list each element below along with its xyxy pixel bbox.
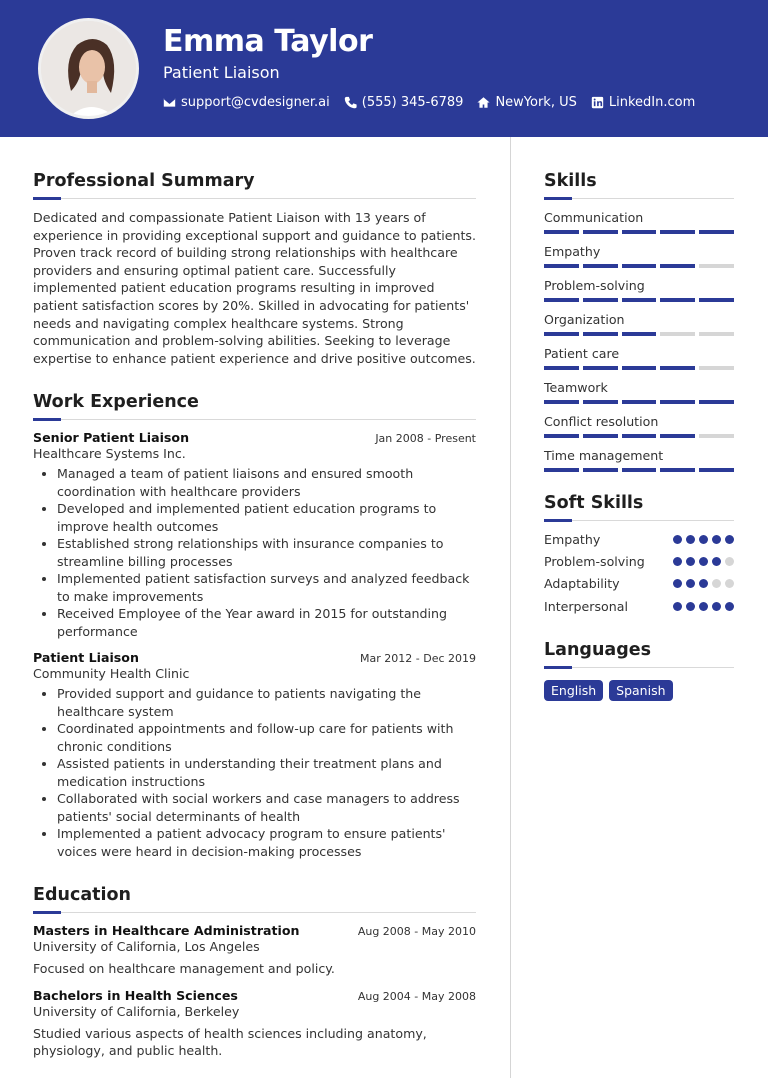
soft-skill-rating [673, 602, 734, 611]
job-bullets [33, 465, 476, 640]
job-entry [33, 430, 476, 640]
job-bullets [33, 685, 476, 860]
rating-dot [699, 535, 708, 544]
education-dates: Aug 2004 - May 2008 [357, 989, 476, 1003]
skill-level-segment [699, 264, 734, 268]
skill-level-segment [699, 400, 734, 404]
rating-dot [699, 602, 708, 611]
job-dates: Mar 2012 - Dec 2019 [360, 652, 476, 666]
skill-item [544, 447, 734, 472]
rating-dot [686, 535, 695, 544]
rating-dot [673, 602, 682, 611]
skill-level-segment [622, 298, 657, 302]
skill-name: Communication [544, 210, 644, 225]
skill-level-segment [583, 400, 618, 404]
rating-dot [725, 602, 734, 611]
soft-skill-name: Adaptability [544, 576, 620, 592]
skill-level-segment [544, 332, 579, 336]
skill-level-segment [583, 264, 618, 268]
envelope-icon [163, 96, 176, 109]
skill-level-bar [544, 468, 734, 472]
section-rule [544, 667, 734, 668]
soft-skill-rating [673, 557, 734, 566]
skill-level-segment [660, 434, 695, 438]
candidate-title: Patient Liaison [163, 63, 280, 82]
education-entry [33, 988, 476, 1060]
list-item: • Coordinated appointments and follow-up care for patients with chronic conditions [57, 720, 476, 755]
language-tag: Spanish [609, 680, 672, 701]
skill-level-bar [544, 298, 734, 302]
skill-level-segment [699, 434, 734, 438]
skill-level-segment [544, 230, 579, 234]
candidate-name: Emma Taylor [163, 24, 373, 59]
skill-name: Conflict resolution [544, 414, 659, 429]
language-tags [544, 680, 734, 701]
sidebar-column [544, 170, 734, 701]
skills-list [544, 209, 734, 472]
skill-level-segment [660, 332, 695, 336]
rating-dot [699, 557, 708, 566]
rating-dot [725, 535, 734, 544]
rating-dot [725, 557, 734, 566]
summary-heading: Professional Summary [33, 171, 255, 191]
skill-name: Problem-solving [544, 278, 645, 293]
skill-level-segment [544, 366, 579, 370]
section-rule [33, 198, 476, 199]
list-item: • Collaborated with social workers and case managers to address patients' social determinants of health [57, 790, 476, 825]
education-heading: Education [33, 885, 131, 906]
rating-dot [712, 557, 721, 566]
soft-skill-item [544, 528, 734, 550]
skill-level-segment [699, 230, 734, 234]
skill-level-bar [544, 400, 734, 404]
experience-heading: Work Experience [33, 392, 199, 413]
skill-name: Teamwork [544, 380, 608, 395]
contact-bar [163, 95, 695, 110]
rating-dot [673, 557, 682, 566]
rating-dot [673, 535, 682, 544]
rating-dot [686, 602, 695, 611]
job-title: Senior Patient Liaison [33, 430, 190, 446]
soft-skill-item [544, 573, 734, 595]
skill-level-segment [660, 400, 695, 404]
skill-level-segment [544, 434, 579, 438]
language-tag: English [544, 680, 603, 701]
skill-level-segment [622, 264, 657, 268]
skill-level-segment [583, 332, 618, 336]
skill-level-segment [622, 400, 657, 404]
soft-skill-item [544, 550, 734, 572]
soft-skill-item [544, 595, 734, 617]
skill-level-segment [583, 434, 618, 438]
education-entry [33, 923, 476, 978]
education-dates: Aug 2008 - May 2010 [357, 925, 476, 939]
rating-dot [686, 579, 695, 588]
skill-level-segment [660, 230, 695, 234]
skill-level-segment [660, 298, 695, 302]
list-item: • Assisted patients in understanding their treatment plans and medication instructions [57, 755, 476, 790]
job-dates: Jan 2008 - Present [375, 432, 476, 446]
contact-location-text: NewYork, US [495, 95, 577, 110]
education-description: Focused on healthcare management and policy. [33, 961, 335, 977]
section-rule [33, 912, 476, 913]
header-banner [0, 0, 768, 137]
column-divider [510, 137, 511, 1078]
skill-item [544, 243, 734, 268]
summary-text: Dedicated and compassionate Patient Liaison with 13 years of experience in providing exceptional support and guidance to patients. Proven track record of building strong relationships with healthcare providers and ensuring optimal patient care. Successfully implemented patient education programs resulting in improved patient satisfaction scores by 20%. Skilled in advocating for patients' needs and navigating complex healthcare systems. Strong communication and problem-solving abilities. Seeking to leverage expertise to enhance patient experience and drive positive outcomes. [33, 210, 477, 366]
section-rule [544, 520, 734, 521]
home-icon [477, 96, 490, 109]
skill-level-segment [583, 298, 618, 302]
skill-level-segment [622, 366, 657, 370]
skill-level-segment [583, 366, 618, 370]
skill-level-segment [699, 298, 734, 302]
skill-item [544, 379, 734, 404]
skill-level-segment [699, 366, 734, 370]
degree-title: Bachelors in Health Sciences [33, 987, 238, 1003]
languages-heading: Languages [544, 640, 652, 661]
contact-phone-text: (555) 345-6789 [361, 95, 464, 110]
job-title: Patient Liaison [33, 650, 139, 666]
contact-phone[interactable] [344, 95, 464, 110]
rating-dot [712, 579, 721, 588]
soft-skills-heading: Soft Skills [544, 493, 644, 513]
summary-section [33, 170, 476, 367]
skill-level-segment [544, 298, 579, 302]
list-item: • Developed and implemented patient education programs to improve health outcomes [57, 500, 476, 535]
skill-name: Empathy [544, 244, 601, 259]
skill-level-bar [544, 332, 734, 336]
section-rule [544, 198, 734, 199]
soft-skills-list [544, 528, 734, 617]
profile-photo [38, 18, 139, 119]
rating-dot [673, 579, 682, 588]
list-item: • Managed a team of patient liaisons and ensured smooth coordination with healthcare providers [57, 465, 476, 500]
skills-section [544, 170, 734, 472]
soft-skill-name: Problem-solving [544, 553, 645, 569]
skill-level-segment [544, 264, 579, 268]
skill-level-segment [660, 264, 695, 268]
skill-level-segment [622, 332, 657, 336]
school-name: University of California, Los Angeles [33, 939, 260, 955]
main-column [33, 170, 476, 1060]
rating-dot [686, 557, 695, 566]
phone-icon [344, 96, 357, 109]
skill-item [544, 209, 734, 234]
job-company: Community Health Clinic [33, 666, 190, 682]
skill-level-segment [544, 400, 579, 404]
education-description: Studied various aspects of health sciences including anatomy, physiology, and public health. [33, 1025, 427, 1059]
school-name: University of California, Berkeley [33, 1003, 240, 1019]
list-item: • Implemented patient satisfaction surveys and analyzed feedback to make improvements [57, 570, 476, 605]
skill-level-segment [622, 468, 657, 472]
skill-level-segment [699, 332, 734, 336]
skill-name: Patient care [544, 346, 620, 361]
skill-level-segment [622, 434, 657, 438]
skill-level-segment [660, 366, 695, 370]
soft-skill-name: Empathy [544, 531, 601, 547]
skill-item [544, 345, 734, 370]
degree-title: Masters in Healthcare Administration [33, 923, 300, 939]
list-item: • Provided support and guidance to patients navigating the healthcare system [57, 685, 476, 720]
skill-level-bar [544, 230, 734, 234]
section-rule [33, 419, 476, 420]
skill-item [544, 413, 734, 438]
skill-item [544, 277, 734, 302]
job-entry [33, 650, 476, 860]
skill-level-segment [544, 468, 579, 472]
list-item: • Established strong relationships with insurance companies to streamline billing processes [57, 535, 476, 570]
rating-dot [725, 579, 734, 588]
soft-skills-section [544, 492, 734, 617]
job-company: Healthcare Systems Inc. [33, 446, 186, 462]
contact-linkedin-text: LinkedIn.com [608, 95, 696, 110]
education-section [33, 884, 476, 1060]
skill-level-segment [699, 468, 734, 472]
soft-skill-rating [673, 579, 734, 588]
rating-dot [712, 535, 721, 544]
contact-linkedin[interactable] [591, 95, 695, 110]
rating-dot [712, 602, 721, 611]
list-item: • Implemented a patient advocacy program to ensure patients' voices were heard in decision-making processes [57, 825, 476, 860]
skill-level-bar [544, 264, 734, 268]
soft-skill-name: Interpersonal [544, 598, 628, 614]
experience-section [33, 391, 476, 860]
list-item: • Received Employee of the Year award in 2015 for outstanding performance [57, 605, 476, 640]
skill-level-segment [583, 468, 618, 472]
linkedin-icon [591, 96, 604, 109]
skills-heading: Skills [544, 171, 597, 191]
languages-section [544, 639, 734, 701]
contact-email[interactable] [163, 95, 330, 110]
contact-location [477, 95, 576, 110]
soft-skill-rating [673, 535, 734, 544]
skill-level-segment [622, 230, 657, 234]
rating-dot [699, 579, 708, 588]
skill-level-bar [544, 434, 734, 438]
skill-item [544, 311, 734, 336]
skill-level-segment [583, 230, 618, 234]
skill-name: Organization [544, 312, 625, 327]
skill-level-segment [660, 468, 695, 472]
contact-email-text: support@cvdesigner.ai [181, 95, 330, 110]
skill-level-bar [544, 366, 734, 370]
skill-name: Time management [544, 448, 664, 463]
